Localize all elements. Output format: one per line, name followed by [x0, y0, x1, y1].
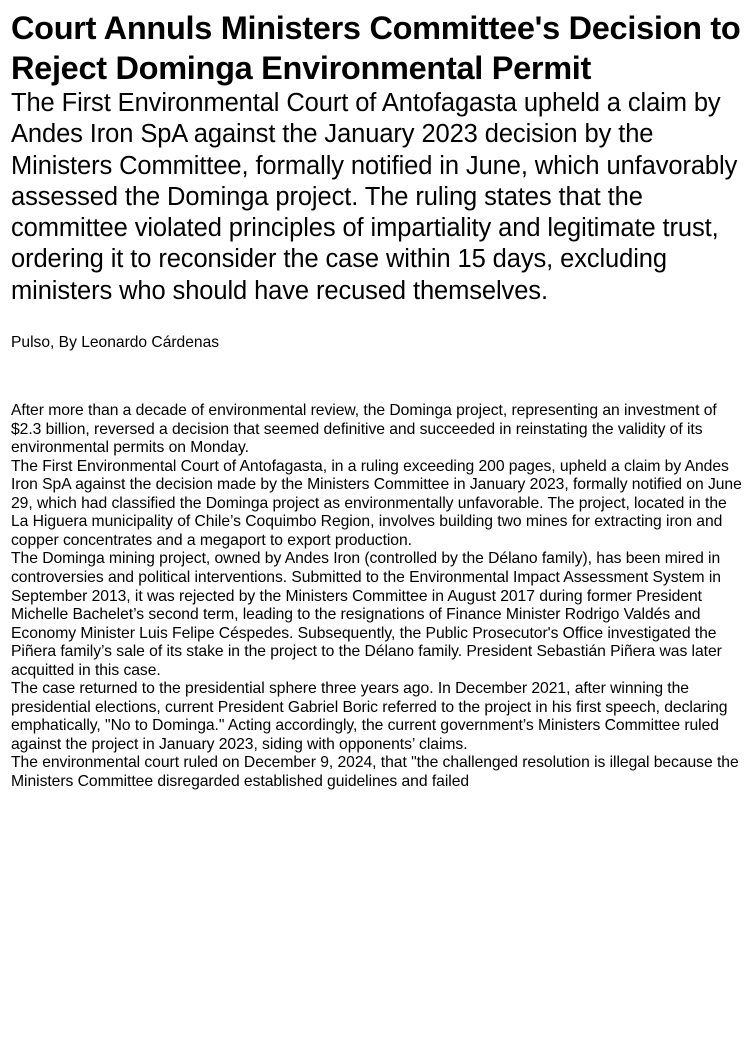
- article-headline: Court Annuls Ministers Committee's Decision to Reject Dominga Environmental Permit: [11, 10, 741, 86]
- body-paragraph: The Dominga mining project, owned by Andes Iron (controlled by the Délano family), has been mired in controversies and political interventions. Submitted to the Environmental Impact Assessment System in September 2013, it was rejected by the Ministers Committee in August 2017 during former President Michelle Bachelet’s second term, leading to the resignations of Finance Minister Rodrigo Valdés and Economy Minister Luis Felipe Céspedes. Subsequently, the Public Prosecutor's Office investigated the Piñera family’s sale of its stake in the project to the Délano family. President Sebastián Piñera was later acquitted in this case.: [11, 550, 722, 679]
- body-paragraph: The environmental court ruled on December 9, 2024, that "the challenged resolution is illegal because the Ministers Committee disregarded established guidelines and failed: [11, 754, 739, 791]
- article-body: [11, 402, 746, 791]
- body-paragraph: After more than a decade of environmental review, the Dominga project, representing an investment of $2.3 billion, reversed a decision that seemed definitive and succeeded in reinstating the validity of its environmental permits on Monday.: [11, 402, 717, 457]
- article: [11, 0, 746, 792]
- body-paragraph: The case returned to the presidential sphere three years ago. In December 2021, after winning the presidential elections, current President Gabriel Boric referred to the project in his first speech, declaring emphatically, "No to Dominga." Acting accordingly, the current government’s Ministers Committee ruled against the project in January 2023, siding with opponents’ claims.: [11, 680, 728, 753]
- article-standfirst: The First Environmental Court of Antofagasta upheld a claim by Andes Iron SpA against the January 2023 decision by the Ministers Committee, formally notified in June, which unfavorably assessed the Dominga project. The ruling states that the committee violated principles of impartiality and legitimate trust, ordering it to reconsider the case within 15 days, excluding ministers who should have recused themselves.: [11, 89, 738, 305]
- body-paragraph: The First Environmental Court of Antofagasta, in a ruling exceeding 200 pages, upheld a claim by Andes Iron SpA against the decision made by the Ministers Committee in January 2023, formally notified on June 29, which had classified the Dominga project as environmentally unfavorable. The project, located in the La Higuera municipality of Chile’s Coquimbo Region, involves building two mines for extracting iron and copper concentrates and a megaport to export production.: [11, 457, 742, 549]
- article-byline: Pulso, By Leonardo Cárdenas: [11, 334, 220, 352]
